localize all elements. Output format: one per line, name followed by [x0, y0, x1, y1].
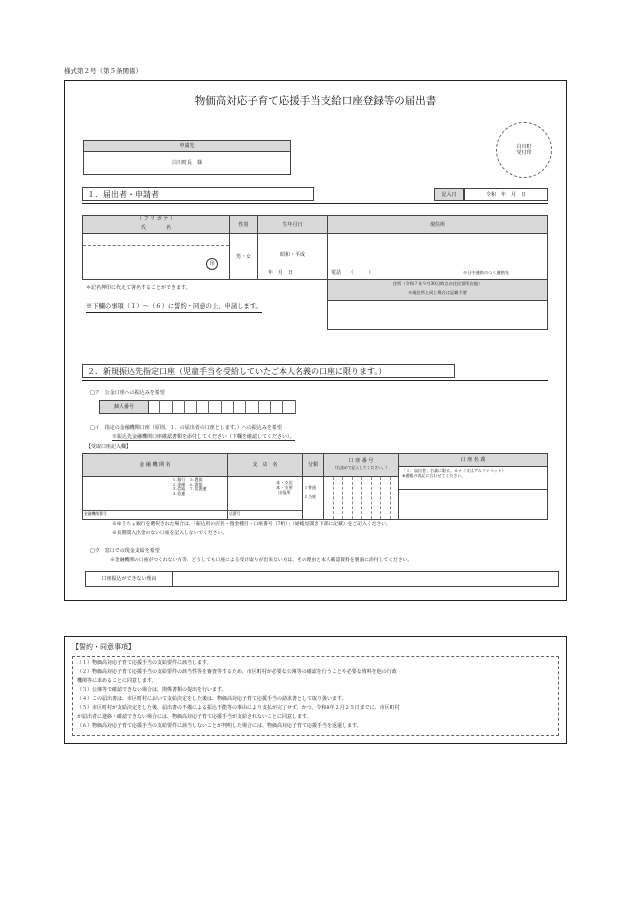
name-field[interactable]	[82, 233, 230, 280]
pledge-item: が届出者に連絡・確認できない場合には、物価高対応子育て応援手当が支給されないことに同意します。	[77, 714, 312, 720]
branch-code-label: 店番号	[229, 511, 241, 516]
holder-note: 「１．届出者」名義に限る。カナ（又はアルファベット） ※通帳の表記に合わせてください。	[398, 466, 548, 490]
birth-header: 生年月日	[257, 215, 328, 234]
number-note: （右詰めで記入してください。）	[332, 465, 390, 470]
account-section-label: 【受取口座記入欄】	[86, 444, 132, 450]
pledge-item: （３）公簿等で確認できない場合は、関係書類の提出を行います。	[77, 687, 227, 693]
gender-header: 性別	[229, 215, 258, 234]
signature-note: ＊記名押印に代えて署名することができます。	[86, 285, 191, 291]
pledge-item: 機関等に求めることに同意します。	[77, 678, 157, 684]
mynumber-digit-box[interactable]	[185, 400, 197, 414]
account-digit-divider	[352, 477, 353, 519]
option-b-note: ※振込先金融機関口座確認書類を添付してください（下欄を確認してください）。	[112, 434, 295, 440]
name-header: 氏 名	[140, 225, 171, 231]
mynumber-digit-box[interactable]	[234, 400, 246, 414]
option-a[interactable]: □ア 公金口座への振込みを希望	[90, 390, 165, 396]
pledge-items	[77, 659, 557, 731]
branch-header: 支 店 名	[227, 453, 303, 477]
date-label: 記入日	[434, 188, 464, 201]
pledge-item: （４）この届出書は、市区町村において支給決定をした後は、物価高対応子育て応援手当の請求書として取り扱います。	[77, 696, 347, 702]
mynumber-digit-box[interactable]	[197, 400, 209, 414]
longterm-note: ※長期間入出金のない口座を記入しないでください。	[112, 531, 228, 536]
mynumber-digit-box[interactable]	[148, 400, 160, 414]
holder-header: 口 座 名 義	[398, 453, 548, 467]
reason-label: 口座振込ができない理由	[85, 571, 173, 587]
pledge-statement: ※下欄の事項（１）～（６）に誓約・同意の上、申請します。	[86, 303, 262, 313]
mynumber-digit-box[interactable]	[160, 400, 172, 414]
branch-code-rule	[227, 510, 303, 511]
account-digit-divider	[390, 477, 391, 519]
mynumber-label: 個人番号	[99, 400, 149, 414]
pledge-item: （２）物価高対応子育て応援手当の支給要件の該当性等を審査等するため、市区町村が必要な公簿等の確認を行うことや必要な資料を他の行政	[77, 669, 397, 675]
account-digit-divider	[333, 477, 334, 519]
branch-types: 本・支店 本・支所 出張所	[276, 480, 293, 495]
reception-stamp: 白川町 受付印	[496, 122, 552, 178]
form-code: 様式第２号（第５条関係）	[64, 67, 142, 75]
account-types: １普通 ２当座	[304, 485, 316, 500]
account-digit-divider	[361, 477, 362, 519]
recipient-header: 申請先	[83, 140, 291, 152]
residence-note: ※現住所と同じ場合は記載不要	[408, 290, 467, 295]
form-title: 物価高対応子育て応援手当支給口座登録等の届出書	[194, 95, 437, 107]
birth-ymd: 年 月 日	[268, 270, 294, 276]
pledge-item: （５）市区町村が支給決定をした後、届出書の不備による振込不能等の事由により支払が完了せず、かつ、令和8年２月２５日までに、市区町村	[77, 705, 400, 711]
holder-field[interactable]	[398, 489, 548, 520]
mynumber-digit-box[interactable]	[222, 400, 234, 414]
residence-field[interactable]	[327, 300, 548, 330]
pledge-item: （６）物価高対応子育て応援手当の支給要件に該当しないことが判明した場合には、物価高対応子育て応援手当を返還します。	[77, 723, 362, 729]
section1-rule	[82, 203, 548, 204]
section1-title: １．届出者・申請者	[82, 187, 314, 201]
bank-header: 金 融 機 関 名	[82, 453, 228, 477]
seal-mark: 印	[206, 258, 218, 270]
phone-field: 電話 （ ）	[331, 270, 374, 276]
mynumber-digit-box[interactable]	[283, 400, 295, 414]
option-c[interactable]: □ウ 窓口での現金支給を希望	[90, 548, 160, 554]
date-field[interactable]: 令和 年 月 日	[464, 188, 548, 201]
reason-field[interactable]	[172, 571, 559, 587]
section2-title: ２．新規振込先指定口座（児童手当を受給していたご本人名義の口座に限ります。）	[82, 364, 455, 378]
pledge-title: 【誓約・同意事項】	[72, 643, 135, 651]
account-digit-divider	[371, 477, 372, 519]
furigana-divider	[83, 245, 229, 246]
bank-types: １.銀行 ５.農協 ２.金庫 ６.漁協 ３.信組 ７.信漁連 ４.信連	[172, 477, 207, 496]
mynumber-digit-box[interactable]	[271, 400, 283, 414]
section2-rule	[82, 380, 548, 381]
residence-header: 住所（令和７年９月30日時点の住民票所在地）	[392, 281, 483, 286]
bank-code-rule	[82, 510, 228, 511]
pledge-item: （１）物価高対応子育て応援手当の支給要件に該当します。	[77, 660, 212, 666]
address-header: 現住所	[327, 215, 548, 234]
mynumber-digit-box[interactable]	[246, 400, 258, 414]
birth-era: 昭和・平成	[279, 252, 305, 258]
mynumber-digit-box[interactable]	[259, 400, 271, 414]
yucho-note: ※ゆうちょ銀行を選択された場合は、「振込用の店名・預金種目・口座番号（7桁）」（通帳見開き下部に記載）をご記入ください。	[112, 522, 391, 527]
mynumber-digit-box[interactable]	[173, 400, 185, 414]
furigana-header: （ フ リ ガ ナ ）	[137, 216, 175, 222]
option-c-note: ※金融機関の口座がつくれない方等、どうしても口座による受け取りが出来ない方は、その理由と本人確認資料を裏面に添付してください。	[110, 558, 413, 563]
recipient-name: 白川町長 様	[83, 151, 291, 175]
phone-note: ※日中連絡のつく連絡先	[463, 270, 510, 275]
number-header: 口 座 番 号	[348, 458, 374, 464]
mynumber-digit-box[interactable]	[210, 400, 222, 414]
account-digit-divider	[380, 477, 381, 519]
gender-field[interactable]: 男・女	[229, 233, 258, 280]
account-digit-divider	[342, 477, 343, 519]
type-header: 分類	[302, 453, 324, 477]
bank-code-label: 金融機関番号	[84, 511, 107, 516]
option-b[interactable]: □イ 指定の金融機関口座（原則、１．の届出者の口座とします。）への振込みを希望	[90, 425, 282, 431]
